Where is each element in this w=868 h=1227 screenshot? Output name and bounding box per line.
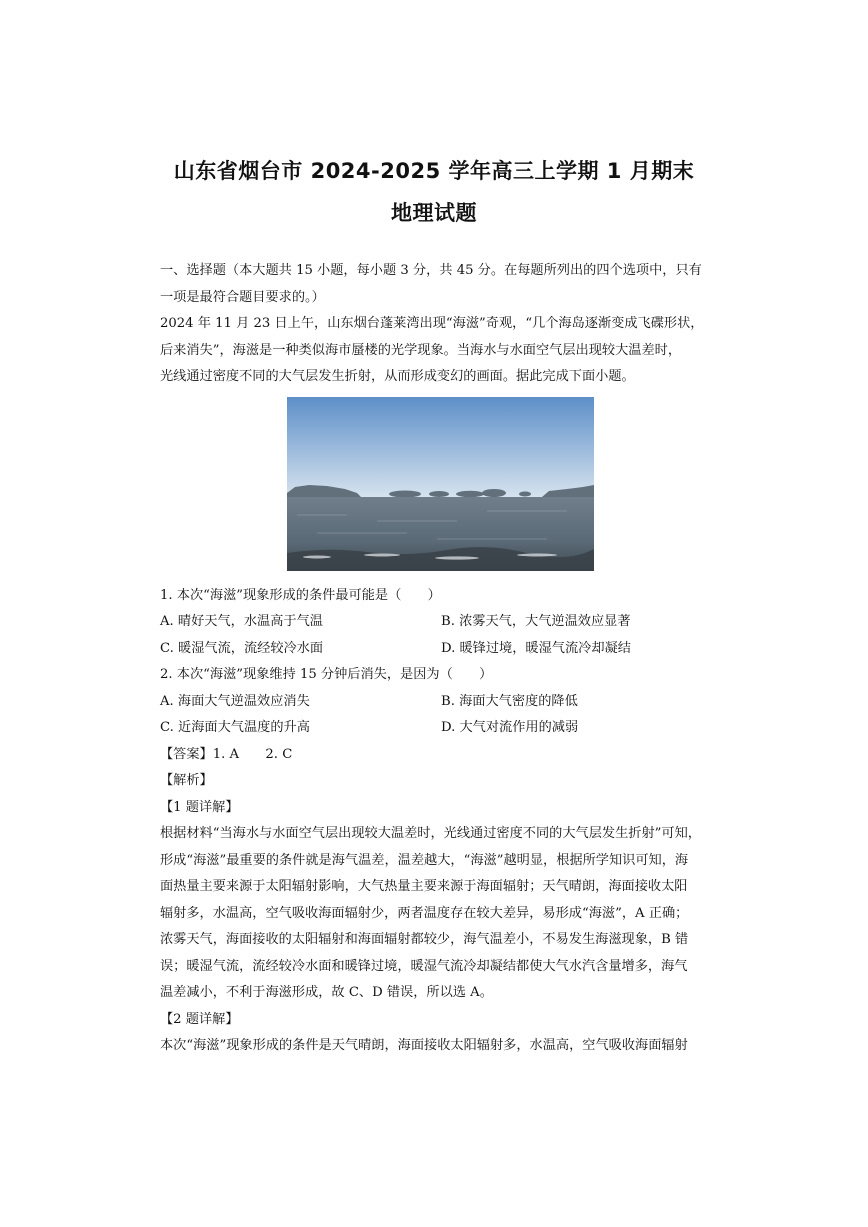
- figure-container: [160, 397, 712, 579]
- detail-1-line: 温差减小，不利于海滋形成，故 C、D 错误，所以选 A。: [160, 985, 493, 1000]
- analysis-label: 【解析】: [160, 773, 213, 788]
- passage-line: 2024 年 11 月 23 日上午，山东烟台蓬莱湾出现“海滋”奇观，“几个海岛逐渐变成飞碟形状，: [160, 316, 704, 331]
- answer-line: 【答案】1. A 2. C: [160, 746, 293, 762]
- section-header-line: 一项是最符合题目要求的。）: [160, 289, 325, 305]
- section-header-line: 一、选择题（本大题共 15 小题，每小题 3 分，共 45 分。在每题所列出的四个选项中，只有: [160, 263, 702, 278]
- detail-1-line: 辐射多，水温高，空气吸收海面辐射少，两者温度存在较大差异，易形成“海滋”，A 正确；: [160, 905, 689, 921]
- option-c: C. 暖湿气流，流经较冷水面: [160, 640, 324, 656]
- detail-1-line: 误；暖湿气流，流经较冷水面和暖锋过境，暖湿气流冷却凝结都使大气水汽含量增多，海气: [160, 958, 688, 974]
- sea-mirage-photo: [287, 397, 594, 571]
- document-title: 山东省烟台市 2024-2025 学年高三上学期 1 月期末: [173, 159, 695, 183]
- options-row: [160, 689, 712, 716]
- options-row: [160, 636, 712, 663]
- detail-1-line: 形成“海滋”最重要的条件就是海气温差，温差越大，“海滋”越明显，根据所学知识可知，海: [160, 852, 689, 868]
- detail-1-line: 根据材料“当海水与水面空气层出现较大温差时，光线通过密度不同的大气层发生折射”可知，: [160, 826, 701, 841]
- option-a: A. 晴好天气，水温高于气温: [160, 614, 323, 629]
- detail-2-label: 【2 题详解】: [160, 1011, 239, 1027]
- option-d: D. 大气对流作用的减弱: [441, 720, 579, 735]
- question-stem: 1. 本次“海滋”现象形成的条件最可能是（ ）: [160, 587, 441, 603]
- option-d: D. 暖锋过境，暖湿气流冷却凝结: [441, 640, 631, 656]
- passage-line: 后来消失”，海滋是一种类似海市蜃楼的光学现象。当海水与水面空气层出现较大温差时，: [160, 342, 682, 358]
- option-a: A. 海面大气逆温效应消失: [160, 693, 310, 709]
- sky: [287, 397, 594, 497]
- document-body: [160, 258, 712, 1060]
- options-row: [160, 609, 712, 636]
- option-b: B. 浓雾天气，大气逆温效应显著: [441, 614, 631, 629]
- detail-1-label: 【1 题详解】: [160, 799, 239, 815]
- detail-1-line: 面热量主要来源于太阳辐射影响，大气热量主要来源于海面辐射；天气晴朗，海面接收太阳: [160, 879, 688, 894]
- option-c: C. 近海面大气温度的升高: [160, 720, 310, 735]
- passage-line: 光线通过密度不同的大气层发生折射，从而形成变幻的画面。据此完成下面小题。: [160, 369, 635, 384]
- detail-1-line: 浓雾天气，海面接收的太阳辐射和海面辐射都较少，海气温差小，不易发生海滋现象，B 错: [160, 932, 689, 947]
- question-stem: 2. 本次“海滋”现象维持 15 分钟后消失，是因为（ ）: [160, 667, 493, 682]
- option-b: B. 海面大气密度的降低: [441, 693, 578, 709]
- detail-2-line: 本次“海滋”现象形成的条件是天气晴朗，海面接收太阳辐射多，水温高，空气吸收海面辐射: [160, 1038, 688, 1053]
- options-row: [160, 715, 712, 742]
- document-subtitle: 地理试题: [391, 201, 477, 225]
